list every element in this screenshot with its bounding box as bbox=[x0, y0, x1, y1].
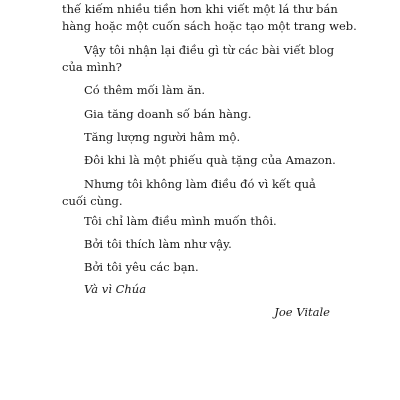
paragraph-2-line-2: của mình? bbox=[62, 60, 122, 74]
paragraph-4: Gia tăng doanh số bán hàng. bbox=[84, 107, 252, 121]
paragraph-2-line-1: Vậy tôi nhận lại điều gì từ các bài viết blog bbox=[84, 43, 335, 57]
paragraph-11: Và vì Chúa bbox=[84, 282, 147, 296]
paragraph-5: Tăng lượng người hâm mộ. bbox=[84, 130, 241, 144]
paragraph-3: Có thêm mối làm ăn. bbox=[84, 83, 206, 97]
paragraph-7-line-1: Nhưng tôi không làm điều đó vì kết quả bbox=[84, 177, 316, 191]
paragraph-10: Bởi tôi yêu các bạn. bbox=[84, 260, 199, 274]
paragraph-8: Tôi chỉ làm điều mình muốn thôi. bbox=[84, 214, 277, 228]
paragraph-7-line-2: cuối cùng. bbox=[62, 194, 123, 208]
author-signature: Joe Vitale bbox=[274, 305, 330, 319]
paragraph-6: Đôi khi là một phiếu quà tặng của Amazon. bbox=[84, 153, 336, 167]
paragraph-1-line-1: thế kiếm nhiều tiền hơn khi viết một lá thư bán bbox=[62, 2, 338, 16]
paragraph-9: Bởi tôi thích làm như vậy. bbox=[84, 237, 232, 251]
paragraph-1-line-2: hàng hoặc một cuốn sách hoặc tạo một trang web. bbox=[62, 19, 357, 33]
